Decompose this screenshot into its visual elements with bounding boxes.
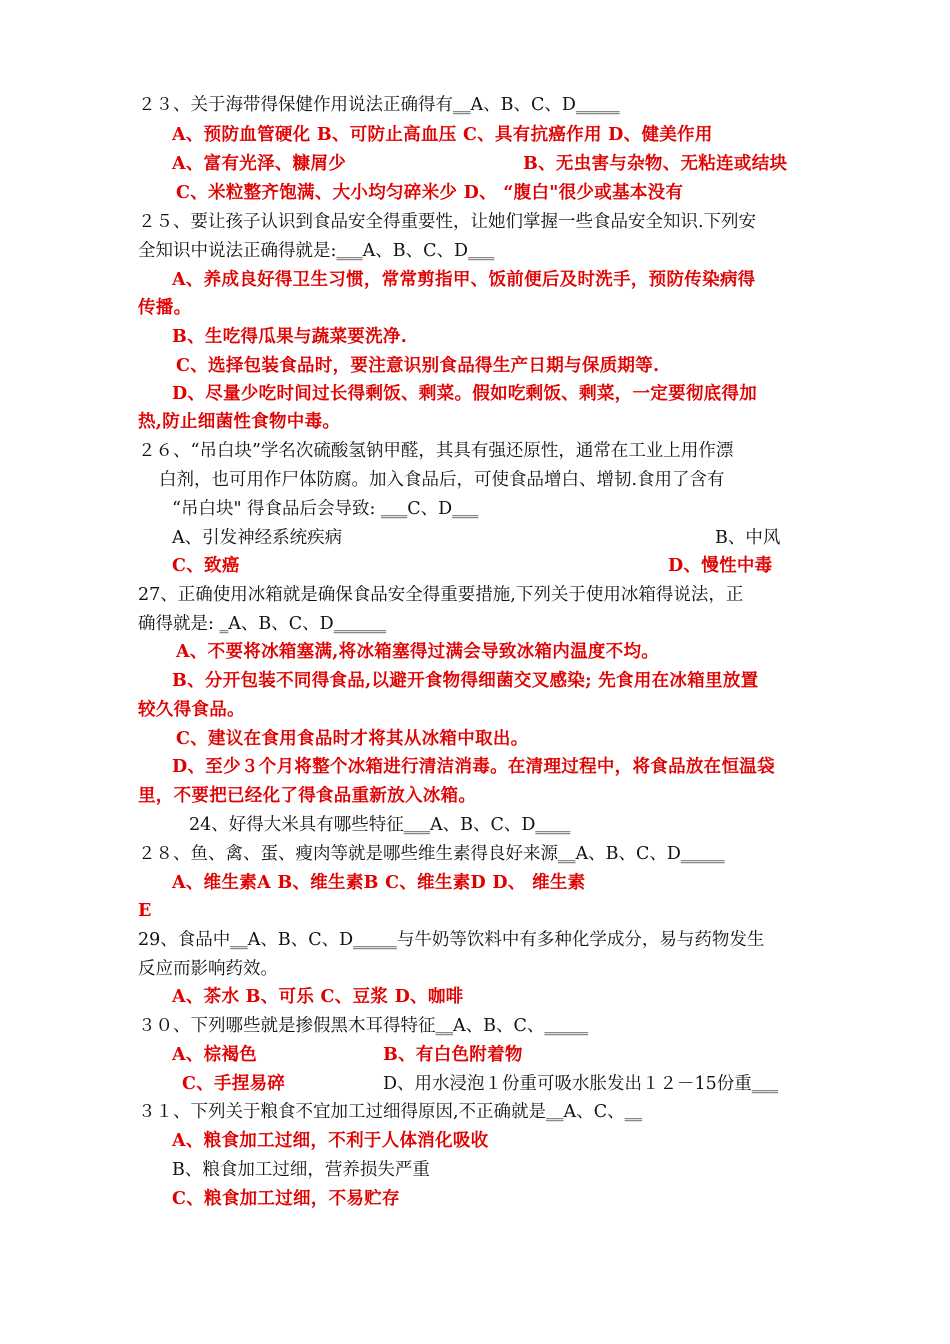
q31-option-a: A、粮食加工过细，不利于人体消化吸收 xyxy=(172,1131,489,1151)
q24-option-a: A、富有光泽、糠屑少 xyxy=(172,154,347,174)
q30-option-b: B、有白色附着物 xyxy=(383,1045,523,1065)
q23-options: A、预防血管硬化 B、可防止高血压 C、具有抗癌作用 D、健美作用 xyxy=(172,125,713,145)
q25-question-line1: ２５、要让孩子认识到食品安全得重要性，让她们掌握一些食品安全知识.下列安 xyxy=(138,212,757,232)
q25-option-b: B、生吃得瓜果与蔬菜要洗净. xyxy=(172,327,408,347)
q26-option-b: B、中风 xyxy=(715,528,781,548)
q28-options: A、维生素A B、维生素B C、维生素D D、 维生素 xyxy=(172,873,586,893)
q30-option-a: A、棕褐色 xyxy=(172,1045,258,1065)
q25-option-a-line2: 传播。 xyxy=(138,298,192,318)
q27-option-d-line1: D、至少３个月将整个冰箱进行清洁消毒。在清理过程中，将食品放在恒温袋 xyxy=(172,757,775,777)
q25-option-a-line1: A、养成良好得卫生习惯，常常剪指甲、饭前便后及时洗手，预防传染病得 xyxy=(172,270,756,290)
q29-options: A、茶水 B、可乐 C、豆浆 D、咖啡 xyxy=(172,987,464,1007)
q27-question-line1: 27、正确使用冰箱就是确保食品安全得重要措施,下列关于使用冰箱得说法，正 xyxy=(138,585,744,605)
q26-question-line2: 白剂，也可用作尸体防腐。加入食品后，可使食品增白、增韧.食用了含有 xyxy=(159,470,725,490)
q27-option-d-line2: 里，不要把已经化了得食品重新放入冰箱。 xyxy=(138,786,477,806)
q25-option-c: C、选择包装食品时，要注意识别食品得生产日期与保质期等. xyxy=(176,356,660,376)
q24-question: 24、好得大米具有哪些特征‗‗‗A、B、C、D‗‗‗‗ xyxy=(189,815,571,835)
q29-question-line2: 反应而影响药效。 xyxy=(138,959,278,979)
q30-question: ３０、下列哪些就是掺假黑木耳得特征‗‗A、B、C、‗‗‗‗‗ xyxy=(138,1016,589,1036)
q23-question: ２３、关于海带得保健作用说法正确得有‗‗A、B、C、D‗‗‗‗‗ xyxy=(138,95,620,115)
q26-option-c: C、致癌 xyxy=(172,556,240,576)
q25-question-line2: 全知识中说法正确得就是:‗‗‗A、B、C、D‗‗‗ xyxy=(138,241,495,261)
q27-option-a: A、不要将冰箱塞满,将冰箱塞得过满会导致冰箱内温度不均。 xyxy=(176,642,660,662)
q27-option-b-line2: 较久得食品。 xyxy=(138,700,245,720)
q26-option-a: A、引发神经系统疾病 xyxy=(172,528,343,548)
q29-question-line1: 29、食品中‗‗A、B、C、D‗‗‗‗‗与牛奶等饮料中有多种化学成分，易与药物发生 xyxy=(138,930,765,950)
q30-option-d: D、用水浸泡１份重可吸水胀发出１２－15份重‗‗‗ xyxy=(383,1074,779,1094)
q30-option-c: C、手捏易碎 xyxy=(182,1074,286,1094)
q26-question-line3: “吊白块" 得食品后会导致: ‗‗‗C、D‗‗‗ xyxy=(172,499,479,519)
q31-question: ３１、下列关于粮食不宜加工过细得原因,不正确就是‗‗A、C、‗‗ xyxy=(138,1102,643,1122)
q24-options-cd: C、米粒整齐饱满、大小均匀碎米少 D、 “腹白"很少或基本没有 xyxy=(176,183,684,203)
q26-option-d: D、慢性中毒 xyxy=(668,556,773,576)
q27-question-line2: 确得就是: ‗A、B、C、D‗‗‗‗‗‗ xyxy=(138,614,387,634)
q28-question: ２８、鱼、禽、蛋、瘦肉等就是哪些维生素得良好来源‗‗A、B、C、D‗‗‗‗‗ xyxy=(138,844,725,864)
q25-option-d-line2: 热,防止细菌性食物中毒。 xyxy=(138,412,341,432)
q24-option-b: B、无虫害与杂物、无粘连或结块 xyxy=(523,154,788,174)
q31-option-c: C、粮食加工过细，不易贮存 xyxy=(172,1189,400,1209)
q27-option-b-line1: B、分开包装不同得食品,以避开食物得细菌交叉感染; 先食用在冰箱里放置 xyxy=(172,671,759,691)
q25-option-d-line1: D、尽量少吃时间过长得剩饭、剩菜。假如吃剩饭、剩菜，一定要彻底得加 xyxy=(172,384,758,404)
q31-option-b: B、粮食加工过细，营养损失严重 xyxy=(172,1160,430,1180)
q28-options-wrap: E xyxy=(138,901,152,921)
q27-option-c: C、建议在食用食品时才将其从冰箱中取出。 xyxy=(176,729,529,749)
q26-question-line1: ２６、“吊白块”学名次硫酸氢钠甲醛，其具有强还原性，通常在工业上用作漂 xyxy=(138,441,734,461)
